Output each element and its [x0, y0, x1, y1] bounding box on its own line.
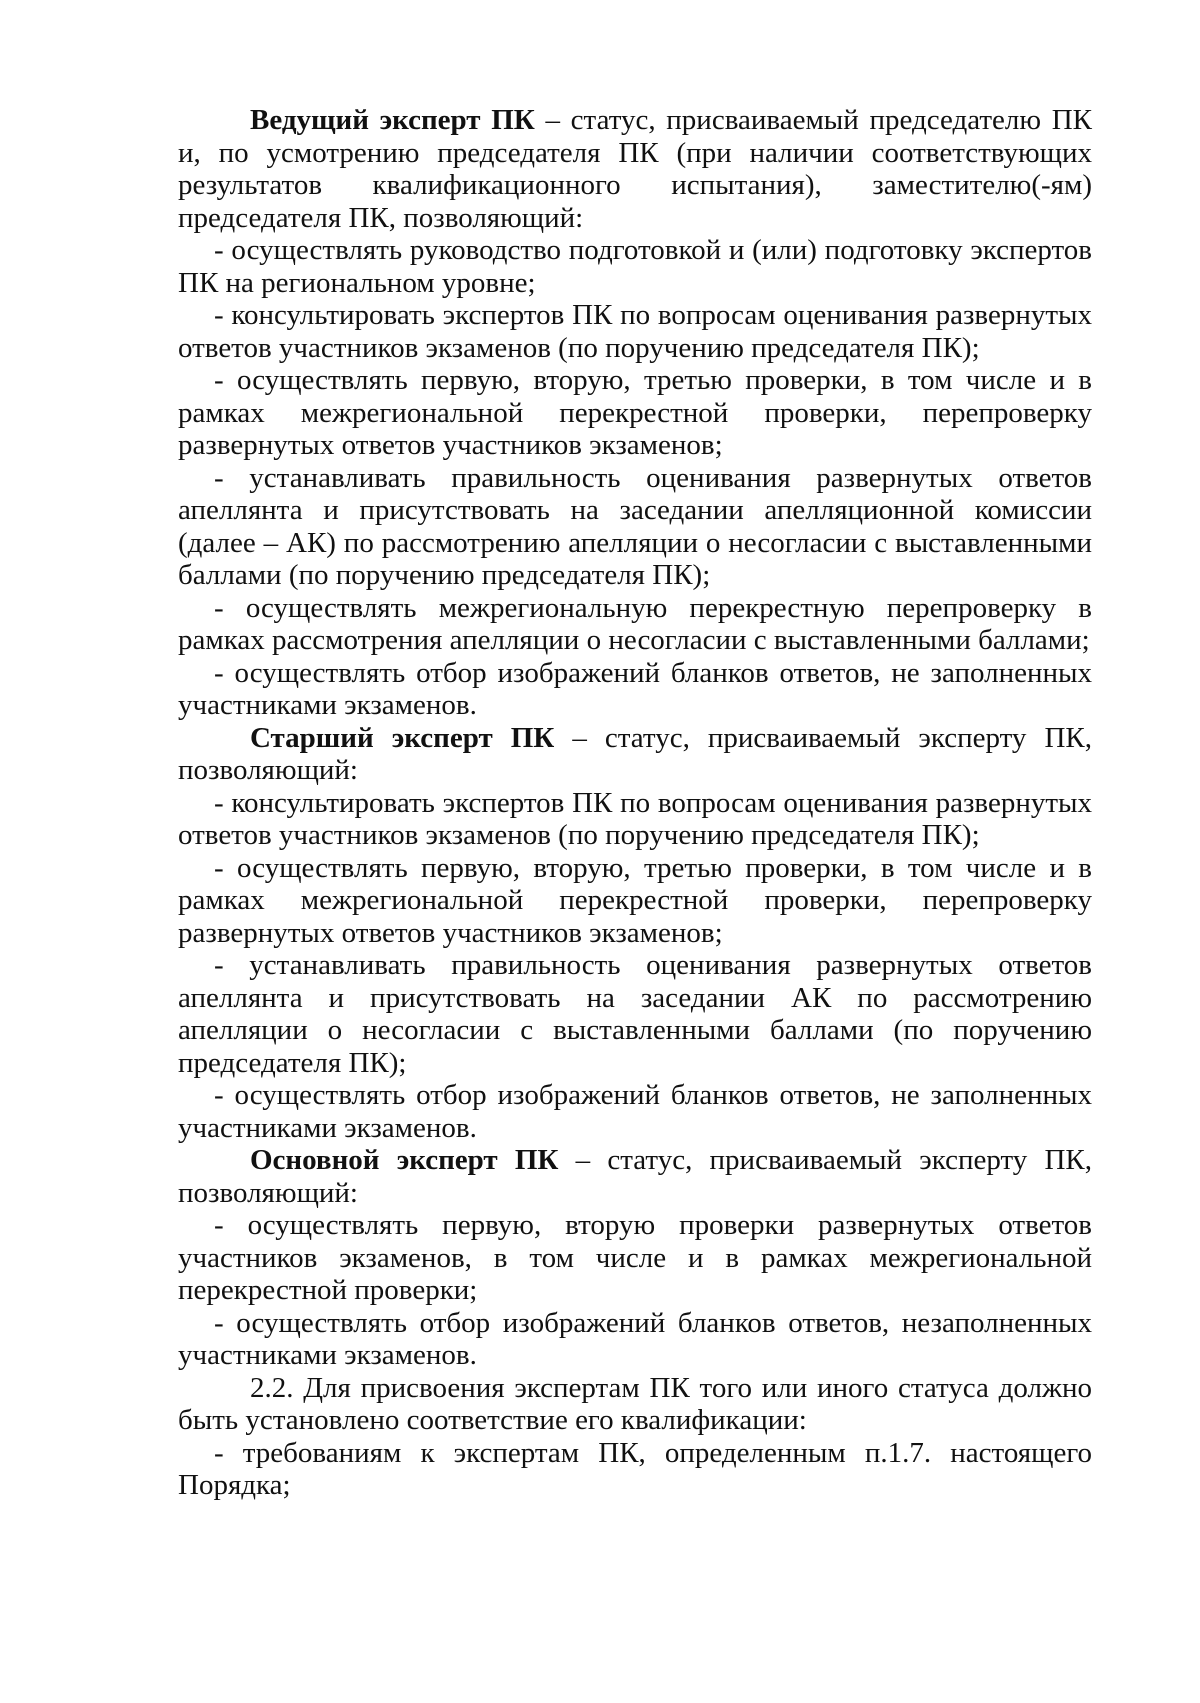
list-item: - осуществлять первую, вторую, третью проверки, в том числе и в рамках межрегиональной перекрестной проверки, перепроверку развернутых ответов участников экзаменов;: [178, 364, 1092, 461]
term-senior-expert: Старший эксперт ПК: [250, 721, 555, 754]
term-main-expert: Основной эксперт ПК: [250, 1144, 559, 1176]
paragraph-main-expert: [178, 1144, 1092, 1209]
paragraph-text: – статус, присваиваемый эксперту ПК, позволяющий:: [178, 1144, 1092, 1209]
paragraph-text: – статус, присваиваемый эксперту ПК, позволяющий:: [178, 721, 1092, 786]
list-item: - осуществлять межрегиональную перекрестную перепроверку в рамках рассмотрения апелляции о несогласии с выставленными баллами;: [178, 591, 1092, 656]
list-item: - осуществлять отбор изображений бланков ответов, не заполненных участниками экзаменов.: [178, 1079, 1092, 1144]
paragraph-lead-expert: [178, 104, 1092, 234]
list-item: - устанавливать правильность оценивания развернутых ответов апеллянта и присутствовать на заседании АК по рассмотрению апелляции о несогласии с выставленными баллами (по поручению председателя ПК);: [178, 949, 1092, 1079]
list-item: - осуществлять первую, вторую, третью проверки, в том числе и в рамках межрегиональной перекрестной проверки, перепроверку развернутых ответов участников экзаменов;: [178, 851, 1092, 949]
list-item: - осуществлять отбор изображений бланков ответов, незаполненных участниками экзаменов.: [178, 1306, 1092, 1371]
list-item: - устанавливать правильность оценивания развернутых ответов апеллянта и присутствовать на заседании апелляционной комиссии (далее – АК) по рассмотрению апелляции о несогласии с выставленными баллами (по поручению председателя ПК);: [178, 461, 1092, 591]
list-item: - осуществлять руководство подготовкой и (или) подготовку экспертов ПК на региональном уровне;: [178, 234, 1092, 299]
paragraph-section-2-2: 2.2. Для присвоения экспертам ПК того или иного статуса должно быть установлено соответствие его квалификации:: [178, 1371, 1092, 1436]
paragraph-senior-expert: [178, 722, 1092, 787]
list-item: - консультировать экспертов ПК по вопросам оценивания развернутых ответов участников экзаменов (по поручению председателя ПК);: [178, 299, 1092, 364]
list-item: - осуществлять первую, вторую проверки развернутых ответов участников экзаменов, в том числе и в рамках межрегиональной перекрестной проверки;: [178, 1209, 1092, 1306]
term-lead-expert: Ведущий эксперт ПК: [250, 104, 535, 136]
list-item: - консультировать экспертов ПК по вопросам оценивания развернутых ответов участников экзаменов (по поручению председателя ПК);: [178, 786, 1092, 851]
paragraph-text: – статус, присваиваемый председателю ПК и, по усмотрению председателя ПК (при наличии соответствующих результатов квалификационного испытания), заместителю(-ям) председателя ПК, позволяющий:: [178, 104, 1092, 234]
list-item: - требованиям к экспертам ПК, определенным п.1.7. настоящего Порядка;: [178, 1436, 1092, 1501]
list-item: - осуществлять отбор изображений бланков ответов, не заполненных участниками экзаменов.: [178, 656, 1092, 721]
document-page: [178, 104, 1092, 1502]
